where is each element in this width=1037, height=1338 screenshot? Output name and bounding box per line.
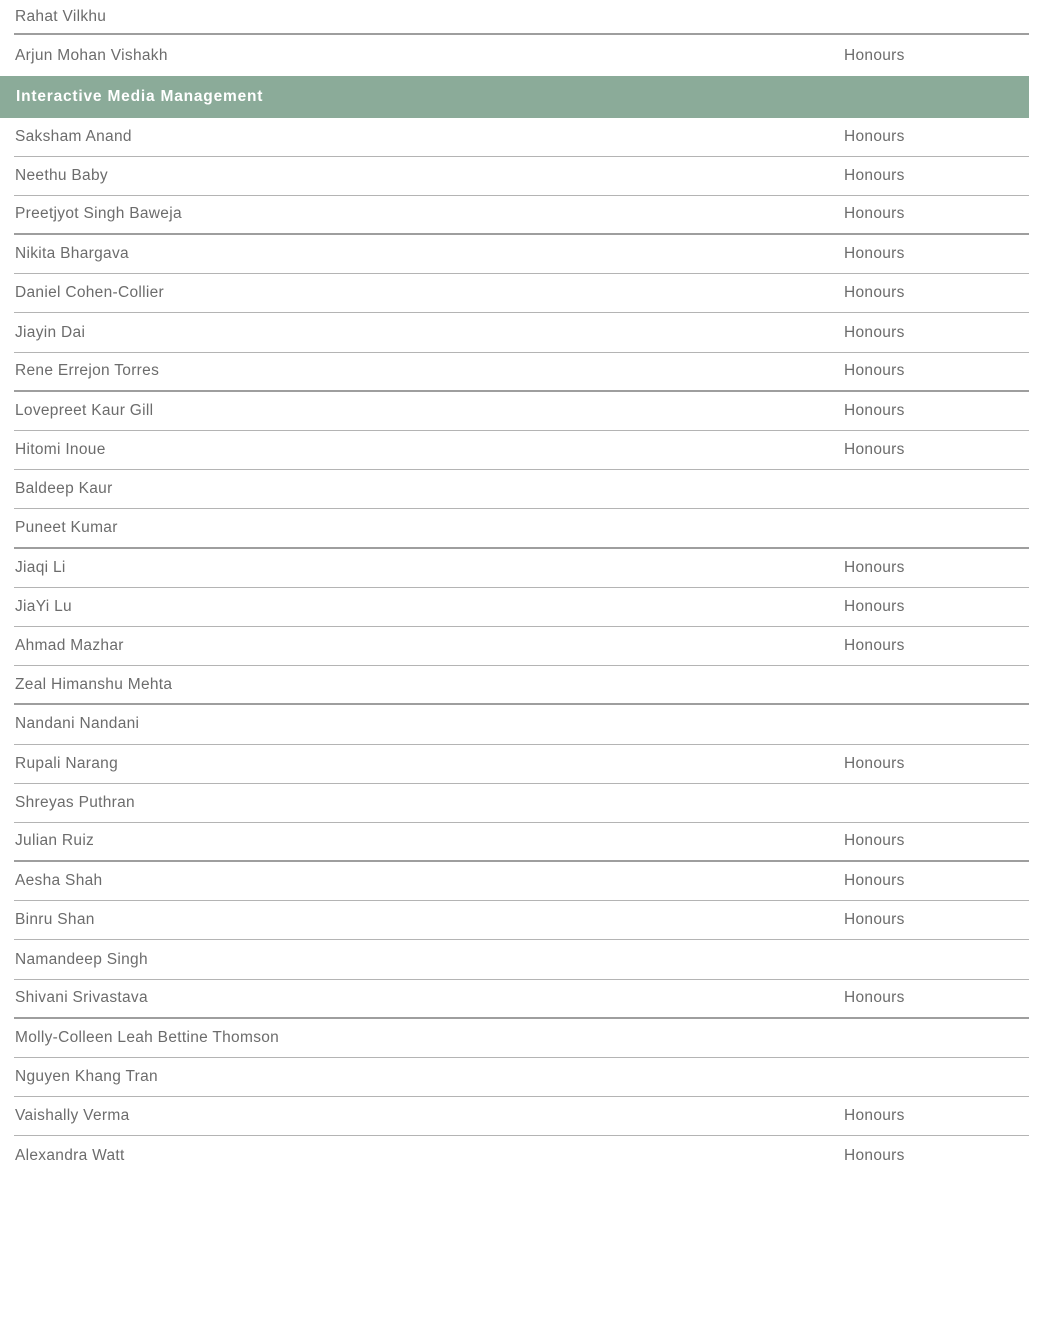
student-name: Alexandra Watt	[15, 1146, 125, 1164]
table-row	[14, 862, 1029, 901]
table-row	[14, 705, 1029, 744]
award-label: Honours	[844, 166, 905, 184]
award-label: Honours	[844, 597, 905, 615]
table-row	[14, 353, 1029, 392]
award-label: Honours	[844, 127, 905, 145]
award-label: Honours	[844, 989, 905, 1007]
award-label: Honours	[844, 1107, 905, 1125]
student-name: Jiayin Dai	[15, 323, 86, 341]
section-header	[0, 76, 1029, 118]
award-label: Honours	[844, 323, 905, 341]
student-name: Namandeep Singh	[15, 950, 148, 968]
award-label: Honours	[844, 362, 905, 380]
table-row	[14, 549, 1029, 588]
table-row	[14, 470, 1029, 509]
table-row	[14, 0, 1029, 35]
award-label: Honours	[844, 872, 905, 890]
student-name: Arjun Mohan Vishakh	[15, 46, 168, 64]
table-row	[14, 431, 1029, 470]
award-label: Honours	[844, 401, 905, 419]
student-name: Daniel Cohen-Collier	[15, 284, 165, 302]
student-name: Puneet Kumar	[15, 518, 118, 536]
student-name: Molly-Colleen Leah Bettine Thomson	[15, 1028, 280, 1046]
student-name: Hitomi Inoue	[15, 441, 106, 459]
student-name: JiaYi Lu	[15, 597, 72, 615]
student-name: Ahmad Mazhar	[15, 637, 124, 655]
table-row	[14, 274, 1029, 313]
table-row	[14, 823, 1029, 862]
table-row	[14, 901, 1029, 940]
table-row	[14, 1097, 1029, 1136]
table-row	[14, 509, 1029, 548]
table-row	[14, 666, 1029, 705]
table-row	[14, 35, 1029, 76]
table-row	[14, 940, 1029, 979]
student-name: Saksham Anand	[15, 127, 132, 145]
award-label: Honours	[844, 832, 905, 850]
table-row	[14, 196, 1029, 235]
student-name: Baldeep Kaur	[15, 480, 113, 498]
table-row	[14, 118, 1029, 157]
student-name: Shreyas Puthran	[15, 793, 135, 811]
student-name: Binru Shan	[15, 911, 95, 929]
previous-section-rows	[14, 0, 1029, 76]
table-row	[14, 157, 1029, 196]
award-label: Honours	[844, 558, 905, 576]
award-label: Honours	[844, 205, 905, 223]
table-row	[14, 980, 1029, 1019]
award-label: Honours	[844, 754, 905, 772]
table-row	[14, 627, 1029, 666]
table-row	[14, 784, 1029, 823]
table-row	[14, 1019, 1029, 1058]
student-name: Lovepreet Kaur Gill	[15, 401, 154, 419]
table-row	[14, 313, 1029, 352]
student-name: Shivani Srivastava	[15, 989, 148, 1007]
award-label: Honours	[844, 911, 905, 929]
student-name: Nandani Nandani	[15, 715, 140, 733]
student-name: Vaishally Verma	[15, 1107, 130, 1125]
table-row	[14, 588, 1029, 627]
table-row	[14, 1058, 1029, 1097]
award-label: Honours	[844, 284, 905, 302]
student-name: Rene Errejon Torres	[15, 362, 160, 380]
table-row	[14, 235, 1029, 274]
student-name: Preetjyot Singh Baweja	[15, 205, 182, 223]
table-row	[14, 1136, 1029, 1175]
award-label: Honours	[844, 245, 905, 263]
award-label: Honours	[844, 637, 905, 655]
student-name: Jiaqi Li	[15, 558, 66, 576]
table-row	[14, 745, 1029, 784]
award-label: Honours	[844, 1146, 905, 1164]
section-rows	[14, 118, 1029, 1176]
student-name: Nikita Bhargava	[15, 245, 129, 263]
section-title: Interactive Media Management	[16, 87, 264, 105]
table-row	[14, 392, 1029, 431]
award-label: Honours	[844, 46, 905, 64]
award-label: Honours	[844, 441, 905, 459]
student-name: Rupali Narang	[15, 754, 118, 772]
student-name: Rahat Vilkhu	[15, 7, 107, 25]
student-name: Nguyen Khang Tran	[15, 1068, 158, 1086]
student-name: Julian Ruiz	[15, 832, 95, 850]
student-name: Zeal Himanshu Mehta	[15, 675, 173, 693]
student-name: Neethu Baby	[15, 166, 108, 184]
student-name: Aesha Shah	[15, 872, 103, 890]
